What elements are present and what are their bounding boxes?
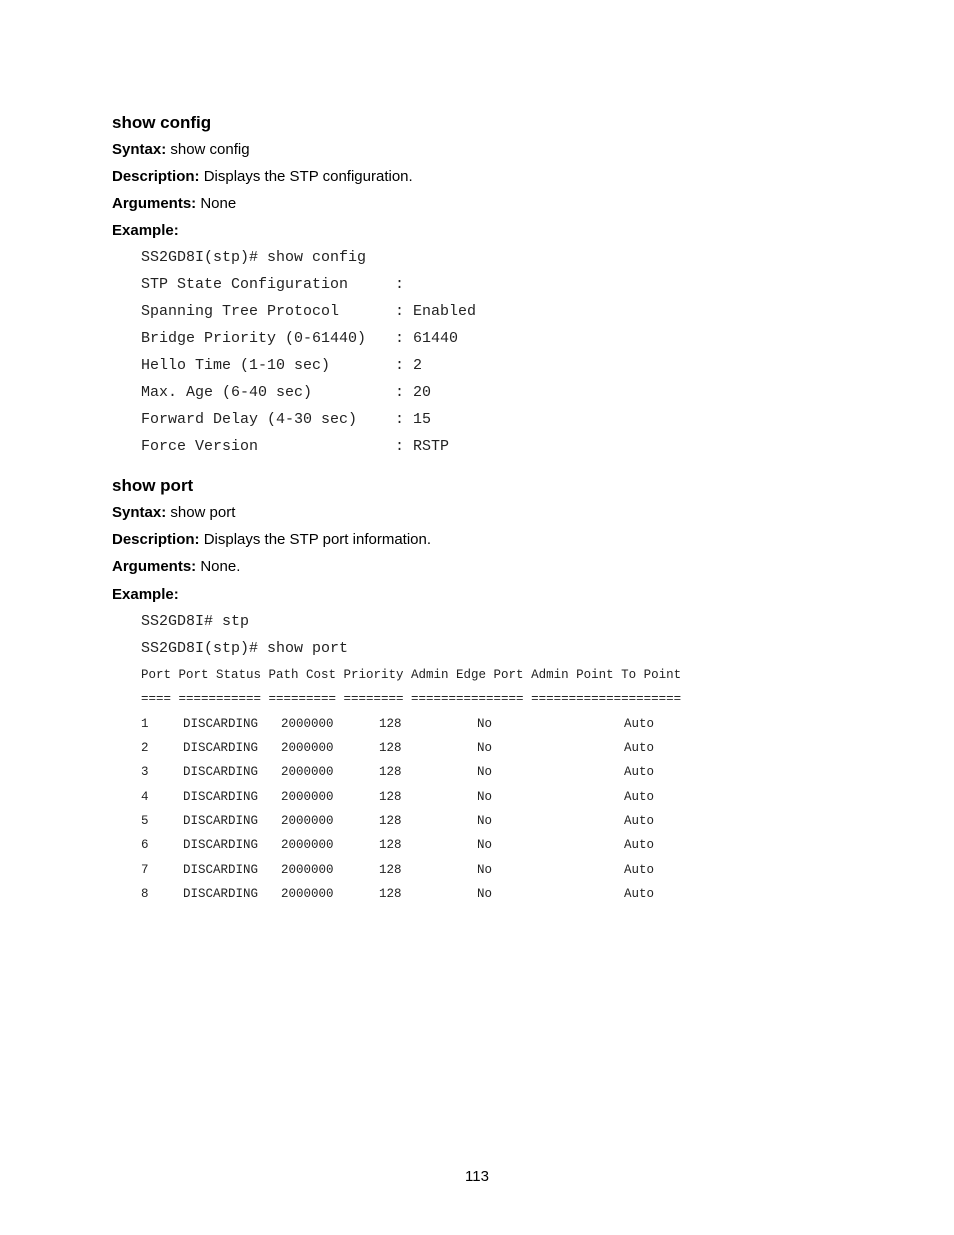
syntax-value: show config bbox=[170, 141, 250, 158]
description-line bbox=[112, 531, 431, 549]
config-row bbox=[141, 330, 458, 348]
page-number: 113 bbox=[465, 1168, 489, 1185]
port-table-header: Port Port Status Path Cost Priority Admin Edge Port Admin Point To Point bbox=[141, 668, 682, 682]
config-value: : 61440 bbox=[395, 330, 459, 347]
admin-p2p-cell: Auto bbox=[624, 765, 655, 779]
config-label: Hello Time (1-10 sec) bbox=[141, 357, 331, 374]
arguments-line bbox=[112, 558, 240, 576]
priority-cell: 128 bbox=[379, 814, 402, 828]
syntax-line bbox=[112, 141, 250, 159]
port-cell: 2 bbox=[141, 741, 149, 755]
priority-cell: 128 bbox=[379, 790, 402, 804]
config-row bbox=[141, 357, 422, 375]
status-cell: DISCARDING bbox=[183, 814, 259, 828]
status-cell: DISCARDING bbox=[183, 887, 259, 901]
admin-edge-cell: No bbox=[477, 741, 493, 755]
priority-cell: 128 bbox=[379, 887, 402, 901]
status-cell: DISCARDING bbox=[183, 790, 259, 804]
syntax-label: Syntax: bbox=[112, 504, 167, 521]
cli-prompt: SS2GD8I# stp bbox=[141, 613, 250, 630]
config-value: : 2 bbox=[395, 357, 423, 374]
table-row bbox=[141, 887, 655, 999]
config-row bbox=[141, 411, 431, 429]
admin-edge-cell: No bbox=[477, 863, 493, 877]
status-cell: DISCARDING bbox=[183, 863, 259, 877]
admin-p2p-cell: Auto bbox=[624, 838, 655, 852]
priority-cell: 128 bbox=[379, 765, 402, 779]
description-label: Description: bbox=[112, 531, 200, 548]
admin-edge-cell: No bbox=[477, 790, 493, 804]
priority-cell: 128 bbox=[379, 863, 402, 877]
port-cell: 1 bbox=[141, 717, 149, 731]
config-row bbox=[141, 276, 404, 294]
cli-prompt: SS2GD8I(stp)# show config bbox=[141, 249, 367, 266]
priority-cell: 128 bbox=[379, 717, 402, 731]
admin-p2p-cell: Auto bbox=[624, 863, 655, 877]
admin-p2p-cell: Auto bbox=[624, 741, 655, 755]
admin-edge-cell: No bbox=[477, 717, 493, 731]
path-cost-cell: 2000000 bbox=[281, 790, 334, 804]
description-value: Displays the STP port information. bbox=[203, 531, 432, 548]
port-cell: 8 bbox=[141, 887, 149, 901]
config-value: : RSTP bbox=[395, 438, 450, 455]
arguments-value: None. bbox=[200, 558, 241, 575]
example-line bbox=[112, 222, 179, 240]
cli-prompt: SS2GD8I(stp)# show port bbox=[141, 640, 349, 657]
admin-p2p-cell: Auto bbox=[624, 887, 655, 901]
config-value: : 15 bbox=[395, 411, 432, 428]
example-label: Example: bbox=[112, 586, 179, 603]
config-value: : Enabled bbox=[395, 303, 477, 320]
status-cell: DISCARDING bbox=[183, 765, 259, 779]
syntax-value: show port bbox=[170, 504, 236, 521]
path-cost-cell: 2000000 bbox=[281, 887, 334, 901]
priority-cell: 128 bbox=[379, 838, 402, 852]
port-cell: 7 bbox=[141, 863, 149, 877]
description-line bbox=[112, 168, 413, 186]
config-label: STP State Configuration bbox=[141, 276, 349, 293]
admin-p2p-cell: Auto bbox=[624, 814, 655, 828]
config-row bbox=[141, 384, 431, 402]
section-title-show-port: show port bbox=[112, 476, 194, 495]
priority-cell: 128 bbox=[379, 741, 402, 755]
path-cost-cell: 2000000 bbox=[281, 717, 334, 731]
admin-edge-cell: No bbox=[477, 765, 493, 779]
config-label: Forward Delay (4-30 sec) bbox=[141, 411, 358, 428]
syntax-label: Syntax: bbox=[112, 141, 167, 158]
config-label: Bridge Priority (0-61440) bbox=[141, 330, 367, 347]
example-line bbox=[112, 586, 179, 604]
config-row bbox=[141, 438, 449, 456]
arguments-value: None bbox=[200, 195, 237, 212]
path-cost-cell: 2000000 bbox=[281, 741, 334, 755]
port-cell: 5 bbox=[141, 814, 149, 828]
path-cost-cell: 2000000 bbox=[281, 765, 334, 779]
port-cell: 3 bbox=[141, 765, 149, 779]
config-label: Spanning Tree Protocol bbox=[141, 303, 340, 320]
path-cost-cell: 2000000 bbox=[281, 863, 334, 877]
status-cell: DISCARDING bbox=[183, 717, 259, 731]
description-value: Displays the STP configuration. bbox=[203, 168, 413, 185]
admin-edge-cell: No bbox=[477, 838, 493, 852]
syntax-line bbox=[112, 504, 235, 522]
status-cell: DISCARDING bbox=[183, 838, 259, 852]
admin-edge-cell: No bbox=[477, 887, 493, 901]
port-cell: 4 bbox=[141, 790, 149, 804]
example-label: Example: bbox=[112, 222, 179, 239]
admin-edge-cell: No bbox=[477, 814, 493, 828]
admin-p2p-cell: Auto bbox=[624, 790, 655, 804]
path-cost-cell: 2000000 bbox=[281, 838, 334, 852]
port-table-separator: ==== =========== ========= ======== =============== ==================== bbox=[141, 692, 682, 706]
config-label: Max. Age (6-40 sec) bbox=[141, 384, 313, 401]
section-title-show-config: show config bbox=[112, 113, 212, 132]
arguments-line bbox=[112, 195, 236, 213]
config-label: Force Version bbox=[141, 438, 259, 455]
config-value: : 20 bbox=[395, 384, 432, 401]
port-cell: 6 bbox=[141, 838, 149, 852]
config-row bbox=[141, 303, 476, 321]
description-label: Description: bbox=[112, 168, 200, 185]
path-cost-cell: 2000000 bbox=[281, 814, 334, 828]
arguments-label: Arguments: bbox=[112, 195, 197, 212]
config-value: : bbox=[395, 276, 405, 293]
status-cell: DISCARDING bbox=[183, 741, 259, 755]
arguments-label: Arguments: bbox=[112, 558, 197, 575]
admin-p2p-cell: Auto bbox=[624, 717, 655, 731]
